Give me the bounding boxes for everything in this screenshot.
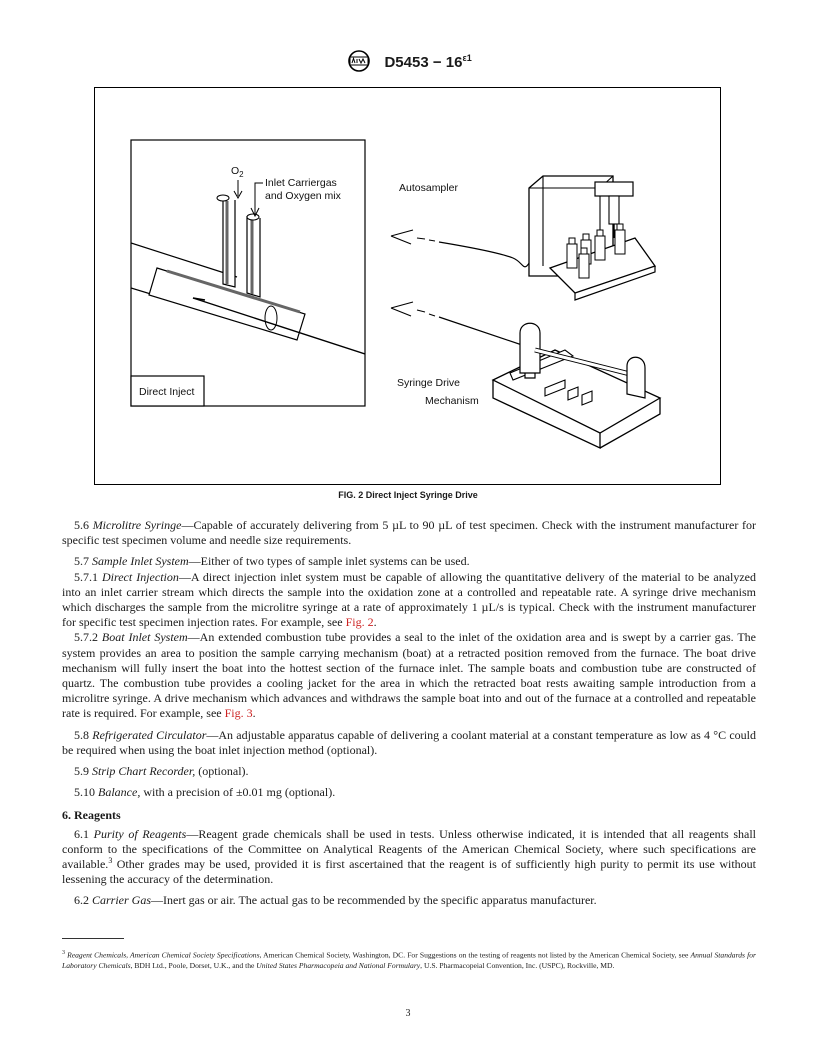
footnote-3: $^3$ Reagent Chemicals, American Chemical Society Specifications, American Chemical Society, Washington, DC. For Suggestions on the testing of reagents not listed by the American Chemical Society, see Annual Standards for Laboratory Chemicals, BDH Ltd., Poole, Dorset, U.K., and the United States Pharmacopeia and National Formulary, U.S. Pharmacopeial Convention, Inc. (USPC), Rockville, MD. (62, 950, 756, 970)
designation: D5453 − 16 (384, 53, 463, 71)
section-5-8: 5.8 Refrigerated Circulator—An adjustable apparatus capable of delivering a coolant material at a constant temperature as low as 4 °C could be required when using the boat inlet injection method (optional). (62, 727, 756, 757)
page-header (0, 50, 816, 76)
syringe-label-line1: Syringe Drive (397, 377, 461, 389)
section-5-7-2: 5.7.2 Boat Inlet System—An extended combustion tube provides a seal to the inlet of the oxidation area and is swept by a carrier gas. The system provides an area to position the sample carrying mechanism (boat) at a retracted position removed from the furnace. The boat drive mechanism will fully insert the boat into the hottest section of the furnace inlet. The sample boats and combustion tube are constructed of quartz. The combustion tube provides a cooling jacket for the area in which the retracted boat rests awaiting sample introduction from a microlitre syringe. A drive mechanism which advances and withdraws the sample boat into and out of the furnace at a controlled and repeatable rate is required. For example, see Fig. 3. (62, 630, 757, 721)
body-text (62, 518, 756, 915)
autosampler-icon (529, 176, 655, 300)
designation-epsilon: ε1 (462, 52, 472, 63)
fig-3-link[interactable]: Fig. 3 (224, 706, 253, 721)
section-5-9: 5.9 Strip Chart Recorder, (optional). (74, 764, 249, 779)
section-5-6: 5.6 Microlitre Syringe—Capable of accurately delivering from 5 µL to 90 µL of test specimen. Check with the instrument manufacturer for specific test specimen volume and needle size requirements. (62, 518, 756, 548)
section-5-7: 5.7 Sample Inlet System—Either of two types of sample inlet systems can be used. (74, 554, 470, 569)
fig-2-link[interactable]: Fig. 2 (345, 615, 374, 630)
footnote-ref-3[interactable]: 3 (108, 856, 113, 866)
figure-2 (94, 87, 721, 485)
astm-logo-icon (344, 50, 374, 76)
syringe-drive-icon (493, 323, 660, 448)
figure-caption: FIG. 2 Direct Inject Syringe Drive (338, 490, 478, 500)
syringe-label-line2: Mechanism (425, 395, 479, 407)
o2-label: $O_2$ (231, 165, 244, 179)
footnote-divider (62, 938, 124, 939)
page-number: 3 (405, 1008, 411, 1019)
section-5-7-1: 5.7.1 Direct Injection—A direct injection inlet system must be capable of allowing the quantitative delivery of the material to be analyzed into an inlet carrier stream which directs the sample into the oxidation zone at a controlled and repeatable rate. A syringe drive mechanism which discharges the sample from the microlitre syringe at a rate of approximately 1 µL/s is typical. Check with the instrument manufacturer for specific test specimen injection rates. For example, see Fig. 2. (62, 569, 757, 630)
direct-inject-label: Direct Inject (139, 386, 195, 398)
section-5-10: 5.10 Balance, with a precision of ±0.01 mg (optional). (74, 785, 336, 800)
inlet-label-line2: and Oxygen mix (265, 190, 341, 202)
section-6-2: 6.2 Carrier Gas—Inert gas or air. The actual gas to be recommended by the specific apparatus manufacturer. (74, 893, 597, 908)
autosampler-label: Autosampler (399, 182, 458, 194)
inlet-label-line1: Inlet Carriergas (265, 177, 337, 189)
section-6-1: 6.1 Purity of Reagents—Reagent grade chemicals shall be used in tests. Unless otherwise indicated, it is intended that all reagents shall conform to the specifications of the Committee on Analytical Reagents of the American Chemical Society, where such specifications are available.$^3$ Other grades may be used, provided it is first ascertained that the reagent is of sufficiently high purity to permit its use without lessening the accuracy of the determination. (62, 826, 756, 887)
section-6-heading: 6. Reagents (62, 808, 121, 823)
